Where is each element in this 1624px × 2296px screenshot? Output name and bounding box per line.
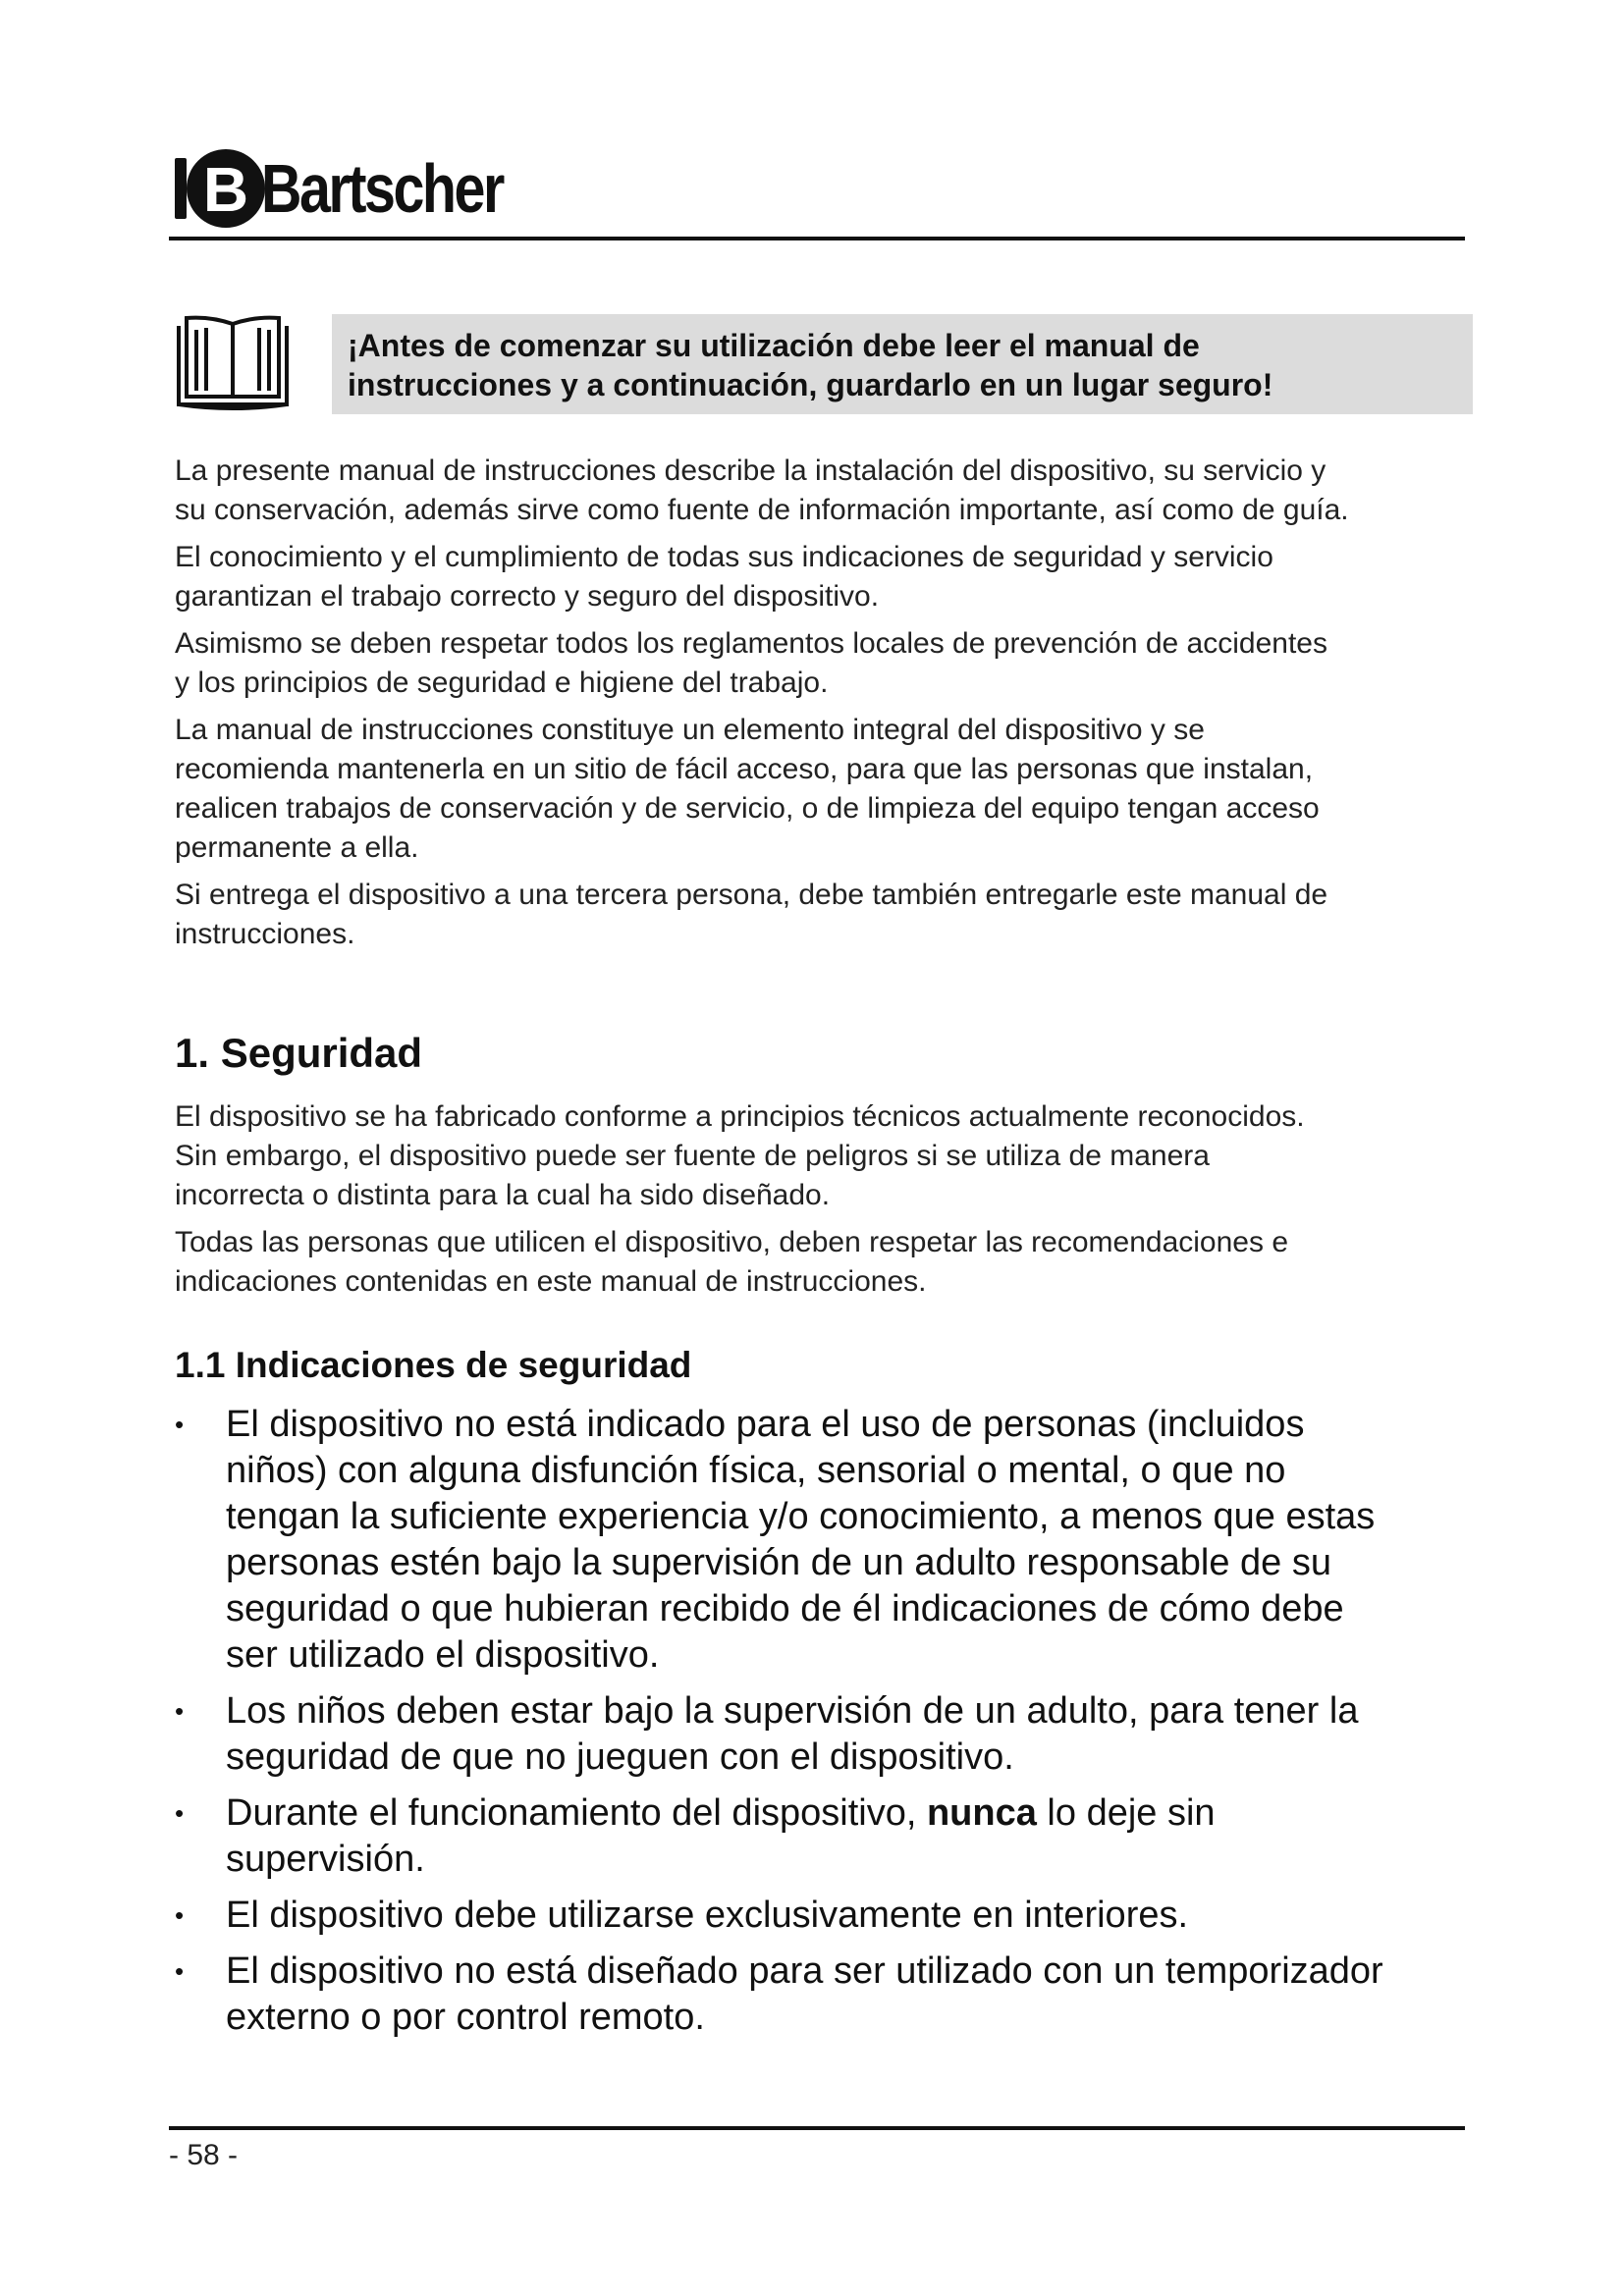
text-line: recomienda mantenerla en un sitio de fácil acceso, para que las personas que instalan, (175, 753, 1314, 785)
footer-divider (169, 2126, 1465, 2130)
text-line: Asimismo se deben respetar todos los reglamentos locales de prevención de accidentes (175, 627, 1327, 660)
text-line: El conocimiento y el cumplimiento de todas sus indicaciones de seguridad y servicio (175, 541, 1273, 573)
text-line: supervisión. (226, 1839, 425, 1880)
notice-line: instrucciones y a continuación, guardarlo en un lugar seguro! (348, 367, 1273, 402)
intro-paragraph (175, 624, 1490, 703)
text-line: El dispositivo debe utilizarse exclusivamente en interiores. (226, 1895, 1189, 1936)
text-line: ser utilizado el dispositivo. (226, 1634, 660, 1676)
list-item (175, 1402, 1490, 1679)
text-line: El dispositivo no está diseñado para ser utilizado con un temporizador (226, 1950, 1383, 1992)
list-item (175, 1790, 1490, 1883)
intro-paragraph (175, 876, 1490, 954)
text-run: lo deje sin (1036, 1792, 1216, 1834)
text-line: La manual de instrucciones constituye un elemento integral del dispositivo y se (175, 714, 1205, 746)
text-line: externo o por control remoto. (226, 1997, 705, 2038)
text-line: El dispositivo no está indicado para el uso de personas (incluidos (226, 1404, 1305, 1445)
text-line: personas estén bajo la supervisión de un adulto responsable de su (226, 1542, 1331, 1583)
list-item (175, 1688, 1490, 1781)
text-line: La presente manual de instrucciones describe la instalación del dispositivo, su servicio y (175, 454, 1326, 487)
text-line: seguridad de que no jueguen con el dispositivo. (226, 1736, 1014, 1778)
header-divider (169, 237, 1465, 240)
text-line: Si entrega el dispositivo a una tercera persona, debe también entregarle este manual de (175, 879, 1328, 911)
brand-logo (175, 145, 556, 232)
bullet-marker: • (175, 1798, 185, 1828)
text-line: realicen trabajos de conservación y de servicio, o de limpieza del equipo tengan acceso (175, 792, 1320, 825)
section-paragraph (175, 1223, 1490, 1302)
text-line: Sin embargo, el dispositivo puede ser fuente de peligros si se utiliza de manera (175, 1140, 1210, 1172)
text-line: Todas las personas que utilicen el dispositivo, deben respetar las recomendaciones e (175, 1226, 1289, 1258)
text-line: permanente a ella. (175, 831, 419, 864)
text-line: garantizan el trabajo correcto y seguro del dispositivo. (175, 580, 880, 613)
bullet-marker: • (175, 1410, 185, 1439)
text-line: su conservación, además sirve como fuente de información importante, así como de guía. (175, 494, 1349, 526)
text-line: seguridad o que hubieran recibido de él indicaciones de cómo debe (226, 1588, 1344, 1629)
notice-line: ¡Antes de comenzar su utilización debe leer el manual de (348, 328, 1200, 363)
bullet-marker: • (175, 1956, 185, 1986)
text-line (226, 1790, 1490, 1837)
text-line: Los niños deben estar bajo la supervisión de un adulto, para tener la (226, 1690, 1359, 1732)
intro-paragraph (175, 538, 1490, 616)
logo-initial: B (202, 154, 249, 225)
text-line: El dispositivo se ha fabricado conforme a principios técnicos actualmente reconocidos. (175, 1100, 1305, 1133)
text-line: y los principios de seguridad e higiene del trabajo. (175, 667, 829, 699)
intro-paragraph (175, 711, 1490, 868)
brand-logo-text: Bartscher (261, 150, 503, 227)
section-heading: 1. Seguridad (175, 1030, 423, 1076)
page-number: - 58 - (169, 2139, 239, 2171)
bullet-marker: • (175, 1696, 185, 1726)
open-book-icon (175, 314, 291, 412)
text-line: niños) con alguna disfunción física, sensorial o mental, o que no (226, 1450, 1286, 1491)
list-item (175, 1893, 1490, 1939)
intro-paragraph (175, 452, 1490, 530)
text-line: instrucciones. (175, 918, 355, 950)
text-run: Durante el funcionamiento del dispositivo, (226, 1792, 927, 1834)
bartscher-logo-icon (175, 146, 269, 231)
emphasis-never: nunca (926, 1792, 1037, 1834)
notice-box (332, 314, 1473, 414)
text-line: indicaciones contenidas en este manual de instrucciones. (175, 1265, 927, 1298)
text-line: incorrecta o distinta para la cual ha sido diseñado. (175, 1179, 831, 1211)
bullet-marker: • (175, 1900, 185, 1930)
safety-list (175, 1402, 1490, 2041)
text-line: tengan la suficiente experiencia y/o conocimiento, a menos que estas (226, 1496, 1376, 1537)
subsection-heading: 1.1 Indicaciones de seguridad (175, 1345, 692, 1385)
list-item (175, 1949, 1490, 2041)
section-paragraph (175, 1097, 1490, 1215)
document-body (175, 452, 1490, 2051)
